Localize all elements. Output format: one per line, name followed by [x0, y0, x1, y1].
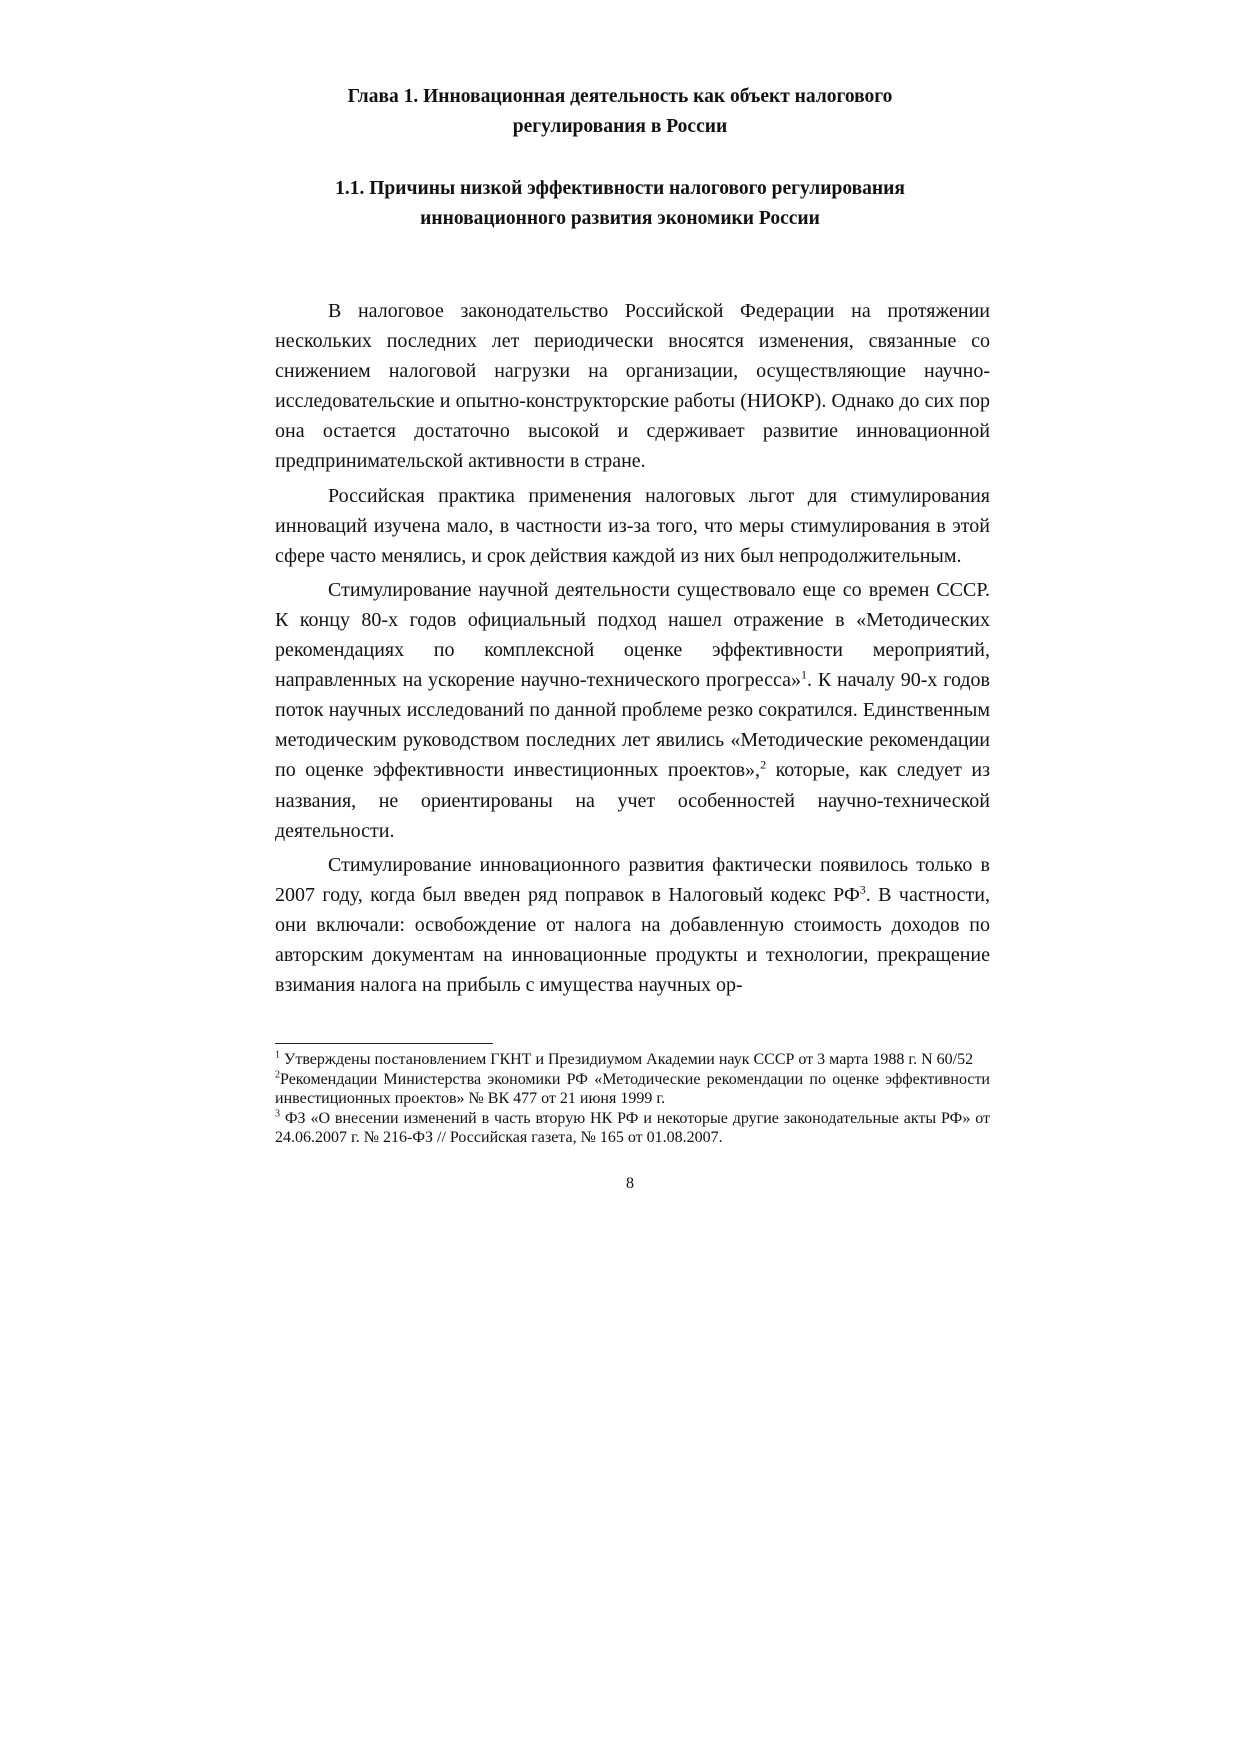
footnote-2	[275, 1070, 990, 1109]
footnote-3-text: ФЗ «О внесении изменений в часть вторую НК РФ и некоторые другие законодательные акты РФ» от 24.06.2007 г. № 216-ФЗ // Российская газета, № 165 от 01.08.2007.	[275, 1109, 990, 1146]
footnote-3-mark: 3	[275, 1108, 280, 1120]
footnote-3	[275, 1109, 990, 1148]
section-title-line-1: 1.1. Причины низкой эффективности налогового регулирования	[335, 178, 905, 199]
paragraph-3-part-3: которые, как следует из названия, не ориентированы на учет особенностей научно-технической деятельности.	[275, 759, 990, 842]
paragraph-1: В налоговое законодательство Российской Федерации на протяжении нескольких последних лет периодически вносятся изменения, связанные со снижением налоговой нагрузки на организации, осуществляющие научно-исследовательские и опытно-конструкторские работы (НИОКР). Однако до сих пор она остается достаточно высокой и сдерживает развитие инновационной предпринимательской активности в стране.	[275, 300, 990, 473]
section-title	[240, 174, 1000, 234]
paragraph-4-part-1: Стимулирование инновационного развития фактически появилось только в 2007 году, когда был введен ряд поправок в Налоговый кодекс РФ	[275, 853, 990, 906]
footnote-ref-3: 3	[859, 882, 866, 897]
section-title-line-2: инновационного развития экономики России	[420, 208, 820, 229]
paragraph-3-part-2: . К началу 90-х годов поток научных исследований по данной проблеме резко сократился. Единственным методическим руководством последних лет явились «Методические рекомендации по оценке эффективности инвестиционных проектов»,	[275, 669, 990, 782]
footnote-2-mark: 2	[275, 1069, 280, 1081]
chapter-title-line-2: регулирования в России	[512, 116, 728, 137]
chapter-title	[240, 82, 1000, 142]
footnote-2-text: Рекомендации Министерства экономики РФ «Методические рекомендации по оценке эффективности инвестиционных проектов» № ВК 477 от 21 июня 1999 г.	[275, 1070, 990, 1107]
footnotes	[275, 1050, 990, 1148]
footnote-1-mark: 1	[275, 1049, 280, 1061]
paragraph-4	[275, 850, 990, 1000]
footnote-separator	[275, 1043, 493, 1044]
footnote-1-text: Утверждены постановлением ГКНТ и Президиумом Академии наук СССР от 3 марта 1988 г. N 60/52	[280, 1051, 974, 1068]
body-text	[275, 296, 990, 1004]
chapter-title-line-1: Глава 1. Инновационная деятельность как объект налогового	[347, 86, 893, 107]
paragraph-3	[275, 575, 990, 846]
footnote-ref-2: 2	[760, 757, 767, 772]
paragraph-3-part-1: Стимулирование научной деятельности существовало еще со времен СССР. К концу 80-х годов официальный подход нашел отражение в «Методических рекомендациях по комплексной оценке эффективности мероприятий, направленных на ускорение научно-технического прогресса»	[275, 578, 990, 692]
footnote-ref-1: 1	[801, 667, 808, 682]
paragraph-4-part-2: . В частности, они включали: освобождение от налога на добавленную стоимость доходов по авторским документам на инновационные продукты и технологии, прекращение взимания налога на прибыль с имущества научных ор-	[275, 883, 990, 997]
footnote-1	[275, 1050, 990, 1070]
paragraph-2: Российская практика применения налоговых льгот для стимулирования инноваций изучена мало, в частности из-за того, что меры стимулирования в этой сфере часто менялись, и срок действия каждой из них был непродолжительным.	[275, 484, 990, 567]
page-number: 8	[626, 1175, 634, 1192]
